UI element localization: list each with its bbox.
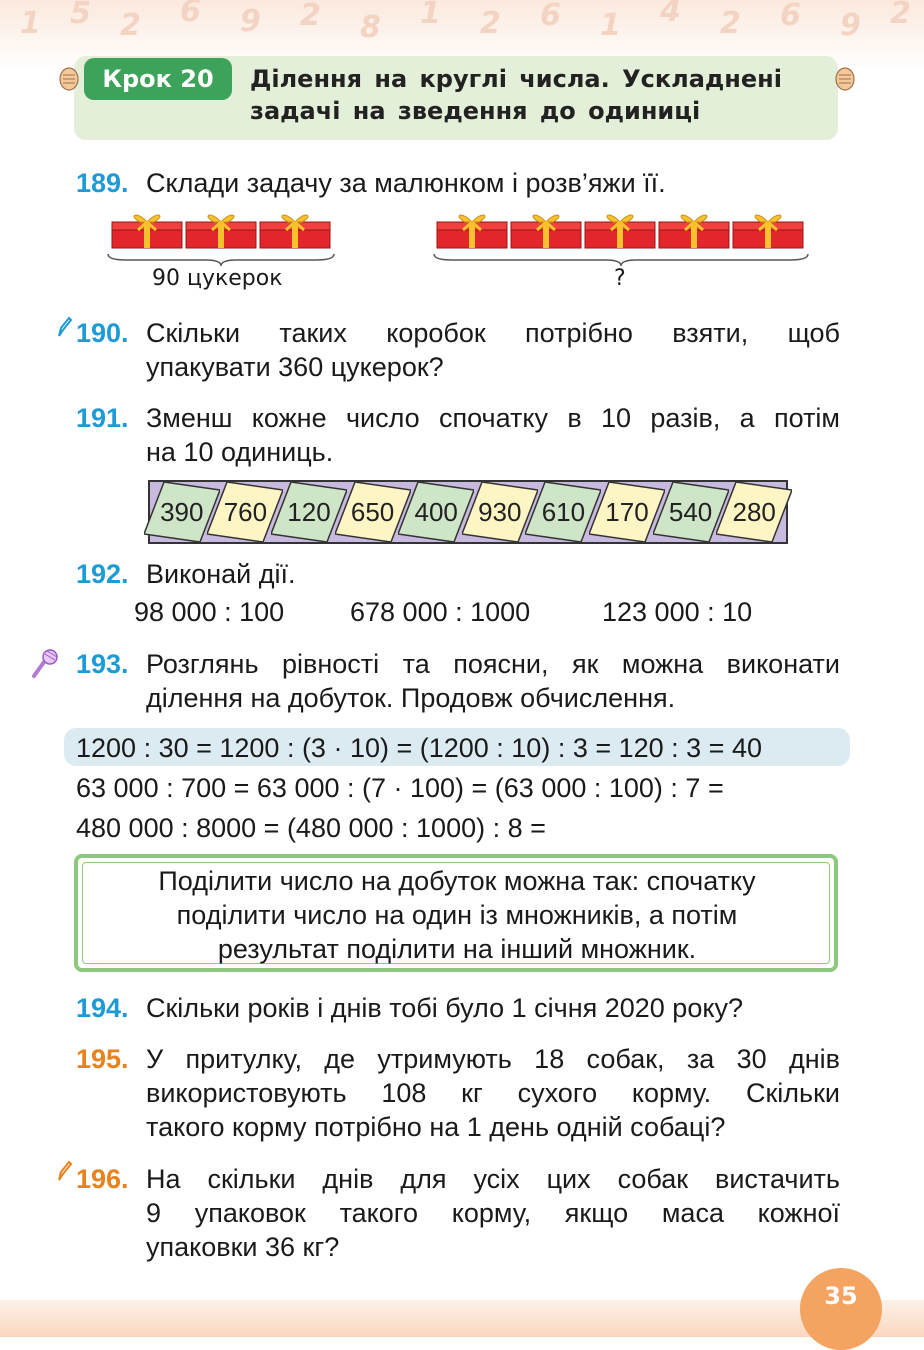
top-decoration: 1 5 2 6 9 2 8 1 2 6 1 4 2 6 9 2 <box>0 0 924 70</box>
diamond-number: 760 <box>223 497 268 527</box>
diamond-number: 280 <box>732 497 776 527</box>
rule-text <box>90 864 824 966</box>
diamond-number: 390 <box>160 497 204 527</box>
task-text-line: упаковки 36 кг? <box>146 1232 340 1262</box>
brace-label-left: 90 цукерок <box>152 266 283 291</box>
gift-box-icon <box>435 210 509 252</box>
diamond-number: 540 <box>668 497 713 527</box>
diamond-number: 400 <box>414 497 458 527</box>
diamond-number: 610 <box>541 497 586 527</box>
expression: 98 000 : 100 <box>134 597 285 627</box>
task-text-line: використовують 108 кг сухого корму. Скільки <box>146 1078 840 1108</box>
task-number: 194. <box>76 993 129 1023</box>
task-text: Склади задачу за малюнком і розв’яжи її. <box>146 168 666 198</box>
lesson-title <box>250 63 810 127</box>
rule-line: поділити число на один із множників, а потім <box>176 900 738 930</box>
gift-boxes-right <box>435 210 807 252</box>
diamond-number: 650 <box>350 497 395 527</box>
bottom-band <box>0 1300 924 1337</box>
task-text-line: на 10 одиниць. <box>146 437 334 467</box>
task-text-line: 9 упаковок такого корму, якщо маса кожної <box>146 1198 840 1228</box>
task-text-line: такого корму потрібно на 1 день одній собаці? <box>146 1112 726 1142</box>
hand-pointer-icon <box>58 66 80 92</box>
rule-line: результат поділити на інший множник. <box>217 934 697 964</box>
gift-boxes-left <box>110 210 332 252</box>
task-number: 191. <box>76 403 129 433</box>
task-number: 196. <box>76 1164 129 1194</box>
task-text: Виконай дії. <box>146 559 296 589</box>
gift-box-icon <box>110 210 184 252</box>
brace-label-right: ? <box>614 266 626 291</box>
task-text <box>146 316 840 384</box>
diamond-number: 120 <box>287 497 331 527</box>
task-text <box>146 1162 840 1264</box>
microphone-icon <box>30 648 60 680</box>
equation-line: 63 000 : 700 = 63 000 : (7 · 100) = (63 000 : 100) : 7 = <box>76 773 724 803</box>
task-number: 195. <box>76 1044 129 1074</box>
task-text-line: упакувати 360 цукерок? <box>146 352 444 382</box>
expression: 678 000 : 1000 <box>350 597 531 627</box>
task-text <box>146 1042 840 1144</box>
pencil-icon <box>56 316 72 338</box>
gift-box-icon <box>657 210 731 252</box>
gift-box-icon <box>258 210 332 252</box>
gift-box-icon <box>583 210 657 252</box>
lesson-title-line2: задачі на зведення до одиниці <box>250 97 701 125</box>
task-number: 193. <box>76 649 129 679</box>
diamond-number: 170 <box>605 497 649 527</box>
equation-line: 480 000 : 8000 = (480 000 : 1000) : 8 = <box>76 813 546 843</box>
task-text-line: У притулку, де утримують 18 собак, за 30 днів <box>146 1044 840 1074</box>
expression: 123 000 : 10 <box>602 597 753 627</box>
task-text-line: Зменш кожне число спочатку в 10 разів, а потім <box>146 403 840 433</box>
task-text-line: Розглянь рівності та поясни, як можна виконати <box>146 649 840 679</box>
task-number: 189. <box>76 168 129 198</box>
page-number: 35 <box>800 1268 882 1350</box>
task-text-line: ділення на добуток. Продовж обчислення. <box>146 683 676 713</box>
step-badge: Крок 20 <box>84 58 232 100</box>
pencil-icon <box>56 1160 72 1182</box>
task-text-line: На скільки днів для усіх цих собак вистачить <box>146 1164 840 1194</box>
number-diamond <box>716 482 792 542</box>
task-text-line: Скільки таких коробок потрібно взяти, щоб <box>146 318 840 348</box>
gift-box-icon <box>184 210 258 252</box>
task-text: Скільки років і днів тобі було 1 січня 2020 року? <box>146 993 743 1023</box>
gift-box-icon <box>731 210 805 252</box>
task-text <box>146 647 840 715</box>
rule-line: Поділити число на добуток можна так: спочатку <box>158 866 756 896</box>
task-number: 190. <box>76 318 129 348</box>
lesson-title-line1: Ділення на круглі числа. Ускладнені <box>250 65 782 93</box>
equation-line: 1200 : 30 = 1200 : (3 · 10) = (1200 : 10) : 3 = 120 : 3 = 40 <box>76 733 762 763</box>
diamond-number: 930 <box>478 497 522 527</box>
task-number: 192. <box>76 559 129 589</box>
hand-pointer-icon <box>834 66 856 92</box>
task-text <box>146 401 840 469</box>
gift-box-icon <box>509 210 583 252</box>
